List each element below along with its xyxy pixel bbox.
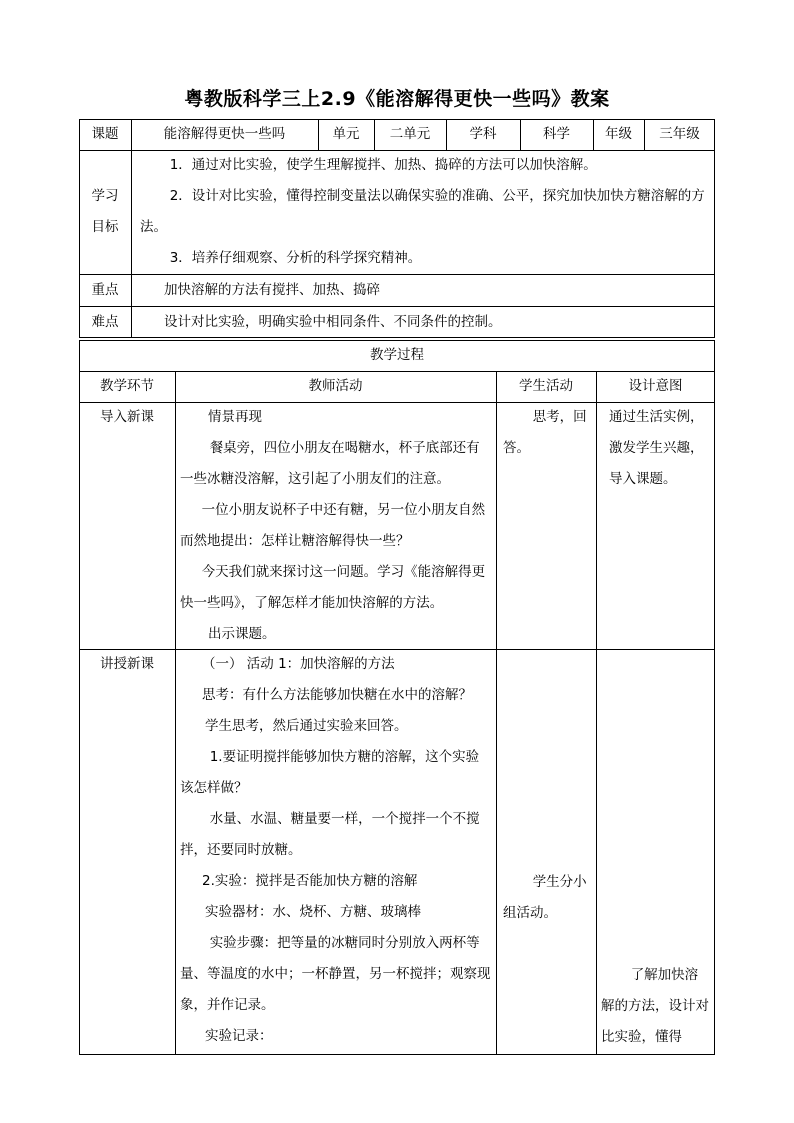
student-activity: [503, 867, 591, 929]
column-header: 学生活动: [519, 378, 573, 394]
teacher-activity: [180, 402, 492, 650]
grade-value: 三年级: [659, 126, 700, 142]
goal-item: 2．设计对比实验，懂得控制变量法以确保实验的准确、公平，探究加快加快方糖溶解的方法。: [140, 188, 705, 235]
goals-list: [140, 150, 708, 274]
key-point-label: 重点: [91, 282, 119, 298]
process-heading: 教学过程: [370, 347, 424, 363]
unit-value: 二单元: [389, 126, 431, 142]
teacher-line: 出示课题。: [208, 626, 276, 642]
teacher-line: 情景再现: [208, 409, 262, 425]
grade-label: 年级: [605, 126, 632, 142]
teacher-line: 学生思考，然后通过实验来回答。: [205, 718, 408, 734]
column-header: 设计意图: [628, 378, 683, 394]
goals-label-1: 学习: [91, 188, 119, 204]
difficulty-label: 难点: [91, 314, 119, 330]
intent-text: 通过生活实例，激发学生兴趣，导入课题。: [609, 409, 704, 487]
subject-value: 科学: [543, 126, 570, 142]
student-text: 学生分小组活动。: [503, 874, 587, 921]
lesson-value: 能溶解得更快一些吗: [163, 126, 286, 142]
teacher-line: 实验步骤：把等量的冰糖同时分别放入两杯等量、等温度的水中；一杯静置，另一杯搅拌；观察现象，并作记录。: [180, 935, 491, 1013]
teacher-activity: [180, 649, 492, 1052]
teacher-line: 餐桌旁，四位小朋友在喝糖水，杯子底部还有一些冰糖没溶解，这引起了小朋友们的注意。: [180, 440, 480, 487]
goal-item: 3．培养仔细观察、分析的科学探究精神。: [169, 250, 422, 266]
teacher-line: 实验器材：水、烧杯、方糖、玻璃棒: [205, 904, 421, 920]
difficulty-text: 设计对比实验，明确实验中相同条件、不同条件的控制。: [164, 314, 502, 330]
teacher-line: 思考：有什么方法能够加快糖在水中的溶解？: [202, 687, 472, 703]
lesson-label: 课题: [91, 126, 119, 142]
teacher-line: 水量、水温、糖量要一样，一个搅拌一个不搅拌，还要同时放糖。: [180, 811, 480, 858]
teacher-line: 一位小朋友说杯子中还有糖，另一位小朋友自然而然地提出：怎样让糖溶解得快一些？: [180, 502, 486, 549]
goal-item: 1．通过对比实验，使学生理解搅拌、加热、捣碎的方法可以加快溶解。: [169, 157, 597, 173]
teacher-line: 今天我们就来探讨这一问题。学习《能溶解得更快一些吗》，了解怎样才能加快溶解的方法。: [180, 564, 486, 611]
stage-label: 讲授新课: [100, 656, 154, 672]
teacher-line: 1.要证明搅拌能够加快方糖的溶解，这个实验该怎样做？: [180, 749, 480, 796]
teacher-line: （一） 活动 1：加快溶解的方法: [202, 656, 395, 672]
intent-text: 了解加快溶解的方法，设计对比实验，懂得: [601, 967, 709, 1045]
unit-label: 单元: [332, 126, 360, 142]
key-point-text: 加快溶解的方法有搅拌、加热、捣碎: [164, 282, 380, 298]
column-header: 教师活动: [308, 378, 363, 394]
design-intent: [601, 960, 711, 1053]
subject-label: 学科: [469, 126, 497, 142]
teacher-line: 实验记录：: [205, 1028, 273, 1044]
page-title: 粤教版科学三上2.9《能溶解得更快一些吗》教案: [184, 88, 610, 110]
student-activity: [503, 402, 591, 464]
student-text: 思考，回答。: [503, 409, 587, 456]
goals-label-2: 目标: [91, 219, 119, 235]
design-intent: [609, 402, 711, 495]
stage-label: 导入新课: [100, 409, 154, 425]
teacher-line: 2.实验：搅拌是否能加快方糖的溶解: [202, 873, 418, 889]
column-header: 教学环节: [100, 378, 154, 394]
